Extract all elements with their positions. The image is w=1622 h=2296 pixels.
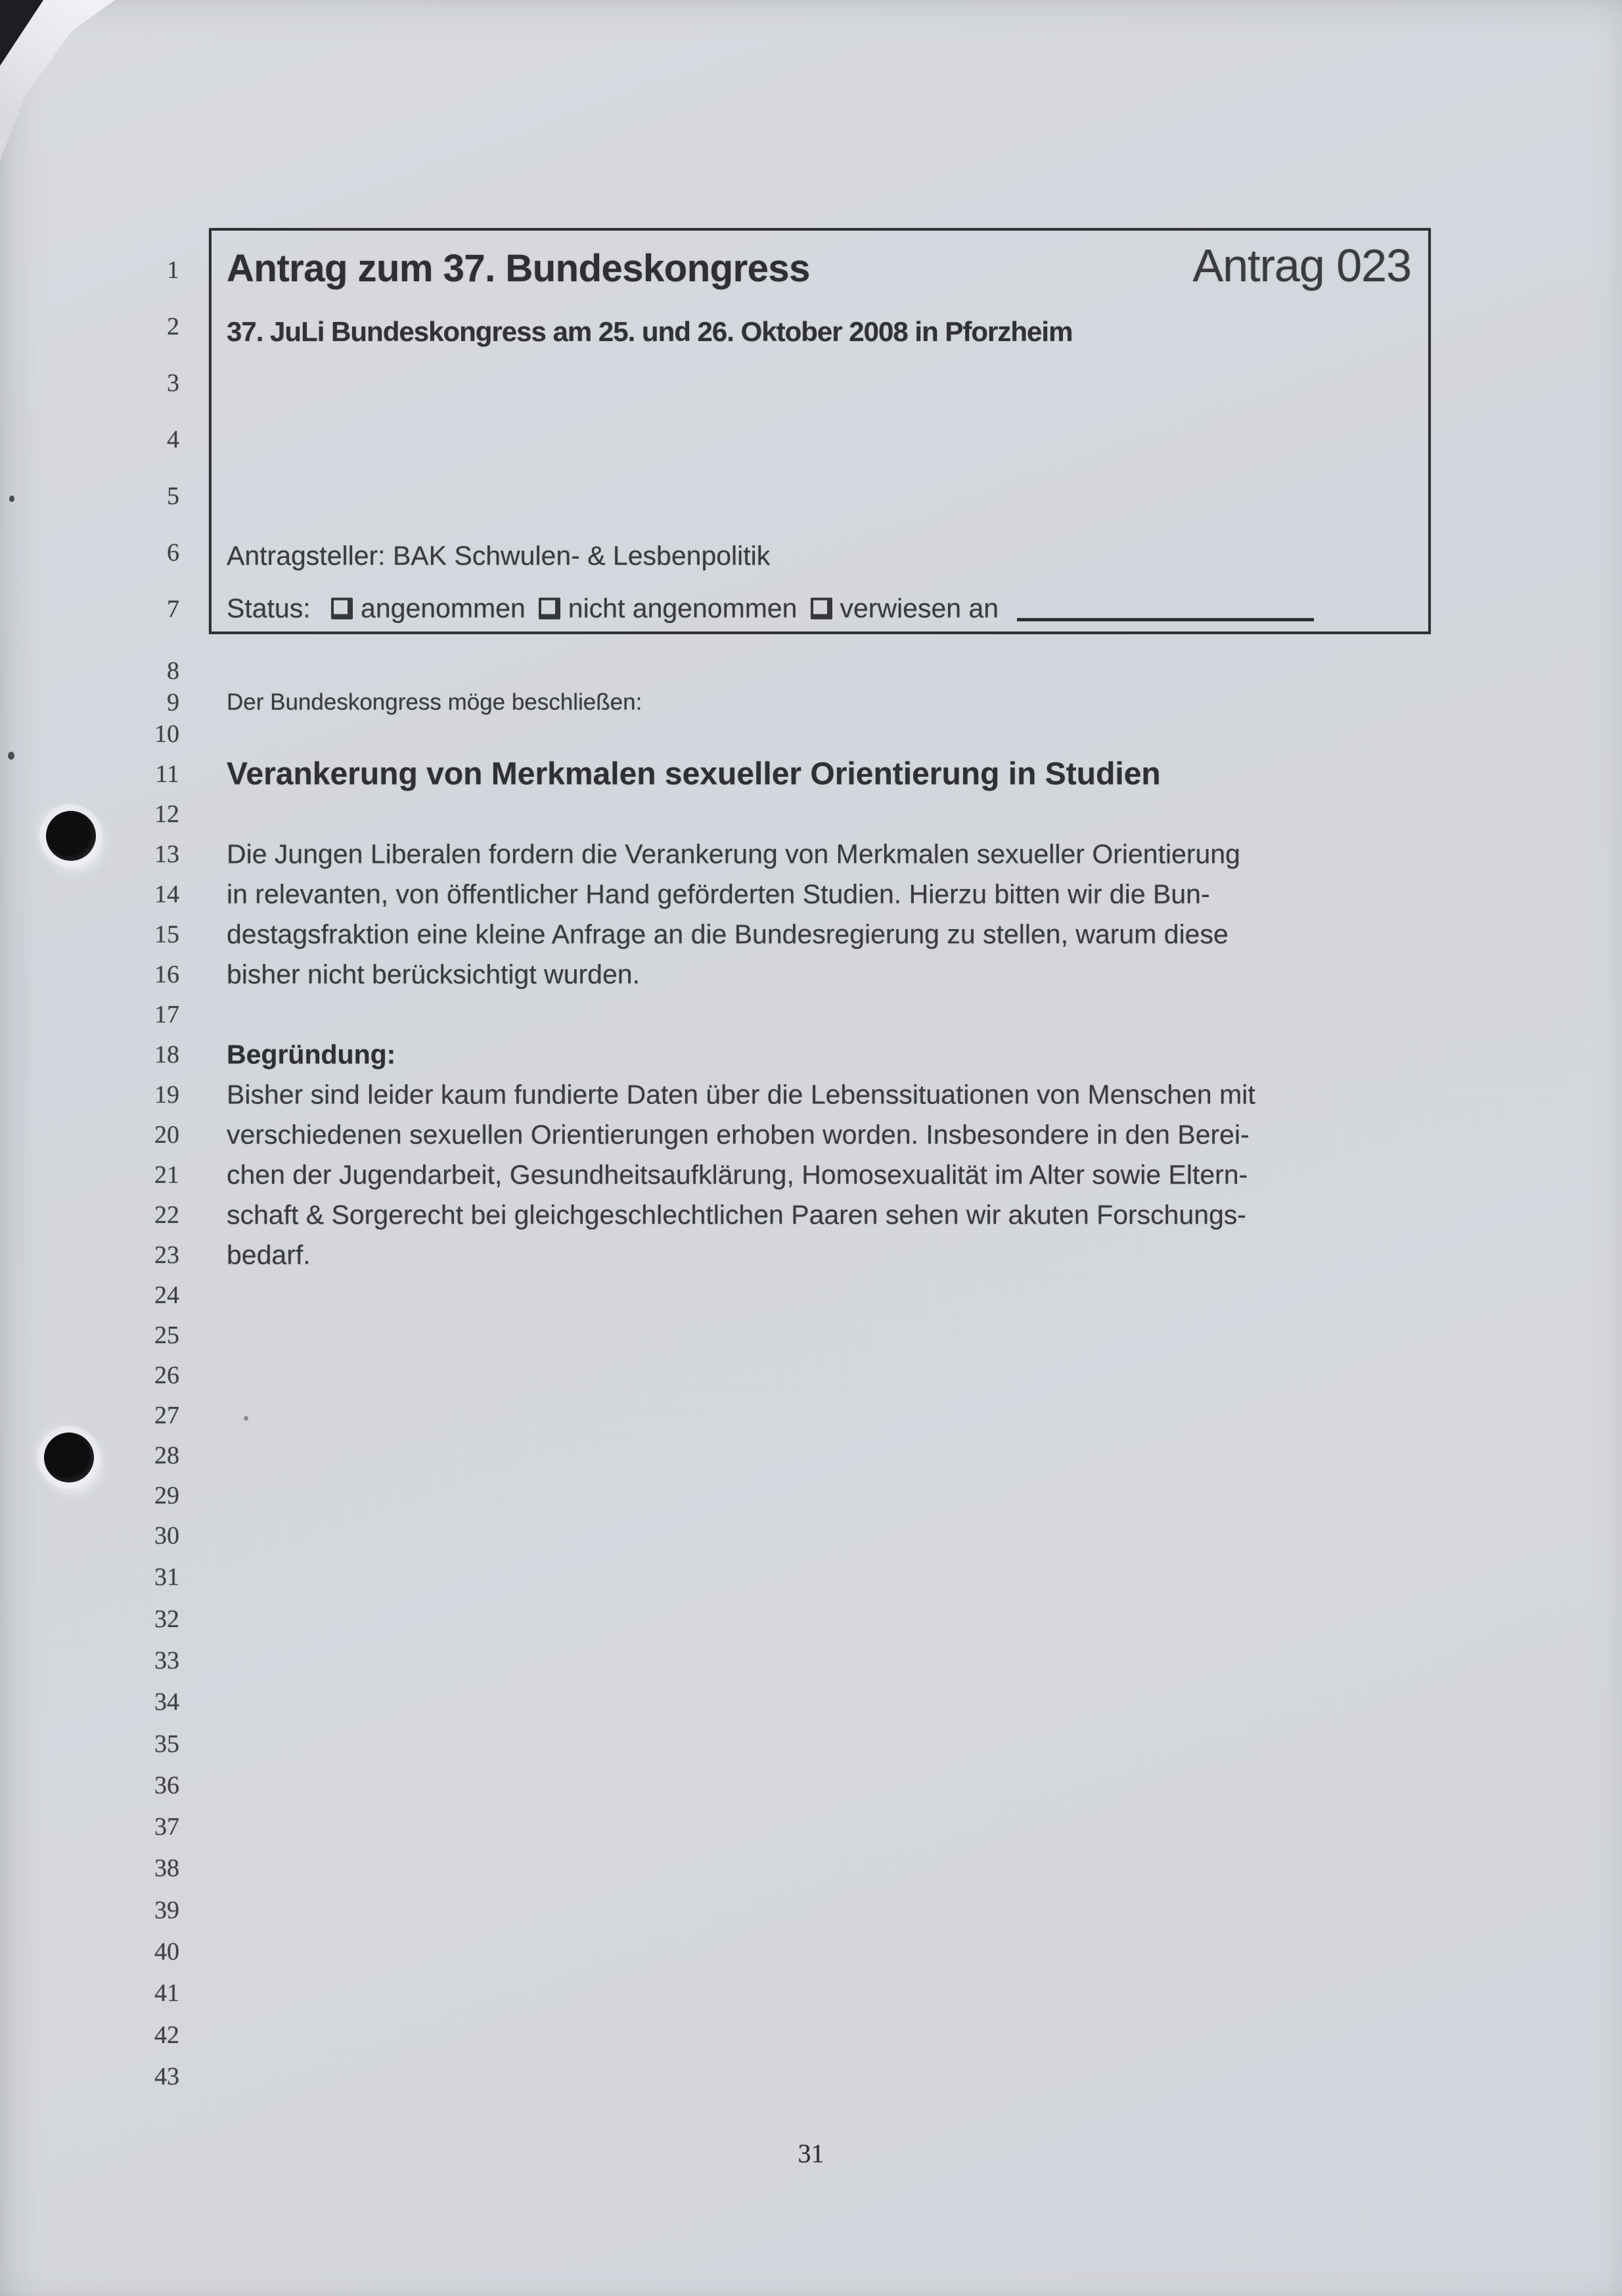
- line-number-27: 27: [154, 1402, 179, 1429]
- status-fill-in-line: [1017, 616, 1314, 622]
- line-number-10: 10: [154, 720, 179, 748]
- line-number-43: 43: [154, 2062, 179, 2090]
- line-number-25: 25: [154, 1321, 179, 1349]
- status-option-1: angenommen: [361, 593, 526, 624]
- status-checkbox-icon-1: [331, 598, 353, 620]
- scan-speck: [244, 1416, 248, 1421]
- status-option-3: verwiesen an: [840, 593, 999, 624]
- line-number-32: 32: [154, 1605, 179, 1633]
- motion-title: Verankerung von Merkmalen sexueller Orientierung in Studien: [227, 756, 1161, 792]
- header-row: [227, 240, 1411, 291]
- document-title: Antrag zum 37. Bundeskongress: [227, 247, 810, 290]
- line-number-15: 15: [154, 921, 179, 948]
- line-number-36: 36: [154, 1771, 179, 1799]
- text-line-19: Bisher sind leider kaum fundierte Daten über die Lebenssituationen von Menschen mit: [227, 1079, 1255, 1110]
- line-number-4: 4: [167, 426, 179, 453]
- antrag-number: Antrag 023: [1192, 240, 1411, 291]
- line-number-37: 37: [154, 1813, 179, 1841]
- line-number-31: 31: [154, 1563, 179, 1592]
- text-line-21: chen der Jugendarbeit, Gesundheitsaufklärung, Homosexualität im Alter sowie Eltern-: [227, 1159, 1248, 1190]
- text-line-16: bisher nicht berücksichtigt wurden.: [227, 959, 640, 990]
- text-line-20: verschiedenen sexuellen Orientierungen erhoben worden. Insbesondere in den Berei-: [227, 1119, 1250, 1150]
- line-number-26: 26: [154, 1362, 179, 1389]
- line-number-14: 14: [154, 881, 179, 908]
- line-number-9: 9: [167, 689, 179, 716]
- line-number-5: 5: [167, 482, 179, 510]
- line-number-18: 18: [154, 1041, 179, 1068]
- resolution-intro: Der Bundeskongress möge beschließen:: [227, 689, 642, 715]
- line-number-22: 22: [154, 1201, 179, 1229]
- line-number-24: 24: [154, 1281, 179, 1309]
- line-number-33: 33: [154, 1646, 179, 1674]
- line-number-11: 11: [155, 760, 179, 788]
- text-line-13: Die Jungen Liberalen fordern die Verankerung von Merkmalen sexueller Orientierung: [227, 838, 1240, 869]
- line-number-20: 20: [154, 1121, 179, 1149]
- line-number-13: 13: [154, 840, 179, 868]
- line-number-column: [0, 0, 179, 2296]
- status-label: Status:: [227, 593, 311, 624]
- text-line-22: schaft & Sorgerecht bei gleichgeschlechtlichen Paaren sehen wir akuten Forschungs-: [227, 1199, 1247, 1230]
- line-number-41: 41: [154, 1979, 179, 2008]
- line-number-42: 42: [154, 2021, 179, 2049]
- line-number-28: 28: [154, 1442, 179, 1469]
- line-number-29: 29: [154, 1482, 179, 1509]
- line-number-35: 35: [154, 1730, 179, 1758]
- line-number-16: 16: [154, 961, 179, 988]
- text-line-14: in relevanten, von öffentlicher Hand geförderten Studien. Hierzu bitten wir die Bun-: [227, 879, 1210, 909]
- line-number-17: 17: [154, 1001, 179, 1028]
- line-number-19: 19: [154, 1081, 179, 1109]
- page-number: 31: [798, 2138, 824, 2169]
- status-checkbox-icon-3: [811, 598, 832, 620]
- congress-subtitle: 37. JuLi Bundeskongress am 25. und 26. Oktober 2008 in Pforzheim: [227, 316, 1073, 347]
- line-number-21: 21: [154, 1161, 179, 1189]
- line-number-34: 34: [154, 1688, 179, 1716]
- line-number-12: 12: [154, 800, 179, 828]
- status-checkbox-icon-2: [539, 598, 560, 620]
- text-line-15: destagsfraktion eine kleine Anfrage an die Bundesregierung zu stellen, warum diese: [227, 919, 1228, 950]
- line-number-8: 8: [167, 657, 179, 685]
- line-number-30: 30: [154, 1522, 179, 1550]
- line-number-23: 23: [154, 1241, 179, 1269]
- line-number-6: 6: [167, 539, 179, 566]
- line-number-1: 1: [167, 256, 179, 284]
- line-number-2: 2: [167, 313, 179, 340]
- begruendung-label: Begründung:: [227, 1039, 396, 1070]
- line-number-7: 7: [167, 595, 179, 623]
- line-number-39: 39: [154, 1896, 179, 1924]
- line-number-40: 40: [154, 1938, 179, 1965]
- status-row: [227, 593, 1314, 624]
- text-line-23: bedarf.: [227, 1239, 311, 1270]
- line-number-38: 38: [154, 1854, 179, 1883]
- line-number-3: 3: [167, 369, 179, 397]
- antragsteller-line: Antragsteller: BAK Schwulen- & Lesbenpolitik: [227, 540, 771, 571]
- status-option-2: nicht angenommen: [568, 593, 798, 624]
